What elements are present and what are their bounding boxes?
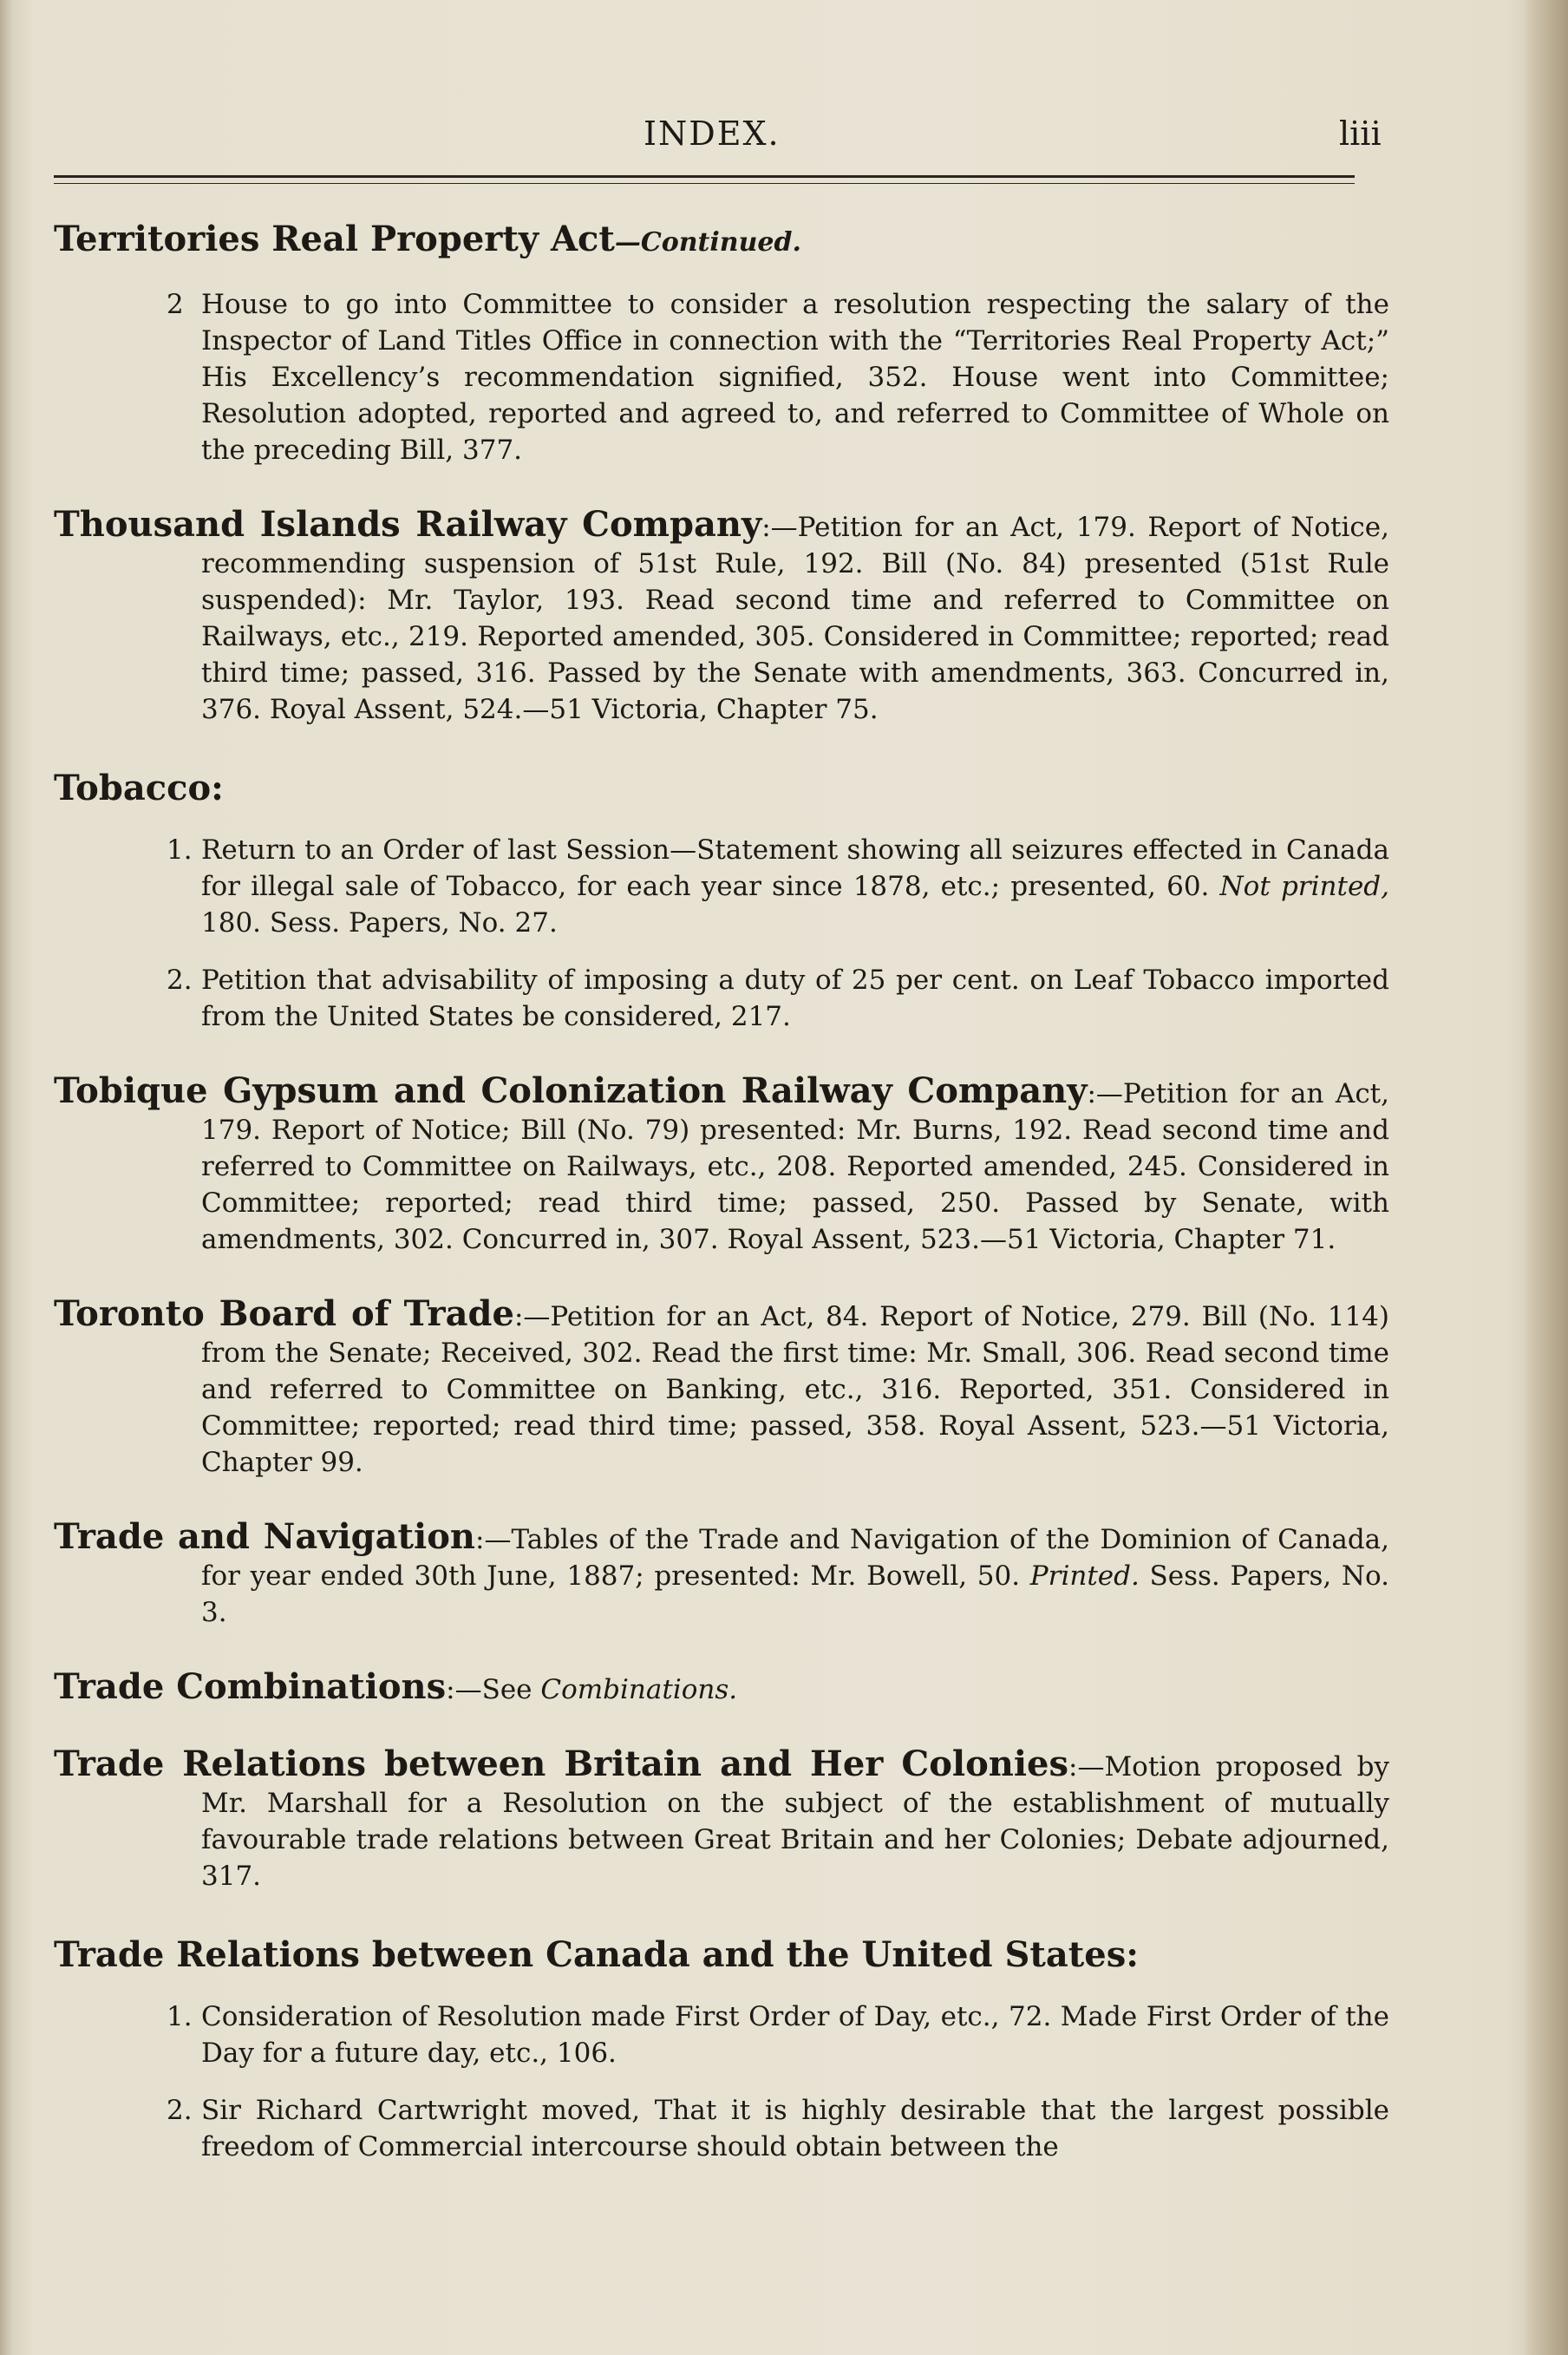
index-entry bbox=[54, 217, 1389, 468]
item-text-tail: 180. Sess. Papers, No. 27. bbox=[201, 907, 558, 939]
entry-heading: Trade Relations between Britain and Her Colonies bbox=[54, 1743, 1068, 1784]
index-entry bbox=[54, 1743, 1389, 1894]
entry-text: :—Tables of the Trade and Navigation of the Dominion of Canada, for year ended 30th June, 1887; presented: Mr. Bowell, 50. bbox=[201, 1524, 1390, 1592]
sub-item bbox=[54, 286, 1389, 468]
item-text: Return to an Order of last Session—Statement showing all seizures effected in Canada for illegal sale of Tobacco, for each year since 1878, etc.; presented, 60. bbox=[201, 834, 1389, 902]
header-rule bbox=[54, 175, 1355, 184]
item-emphasis: Not printed, bbox=[1219, 871, 1389, 902]
entry-heading: Tobacco: bbox=[54, 768, 224, 808]
entry-text: :—Petition for an Act, 179. Report of Notice; Bill (No. 79) presented: Mr. Burns, 192. Read second time and referred to Committee on Railways, etc., 208. Reported amended, 245. Considered in Committee; reported; read third time; passed, 250. Passed by Senate, with amendments, 302. Concurred in, 307. Royal Assent, 523.—51 Victoria, Chapter 71. bbox=[201, 1078, 1389, 1255]
sub-item bbox=[54, 2092, 1389, 2165]
entry-text: :—See bbox=[446, 1674, 541, 1705]
item-number: 1. bbox=[167, 834, 193, 866]
item-text: Consideration of Resolution made First Order of Day, etc., 72. Made First Order of the Day for a future day, etc., 106. bbox=[201, 2001, 1389, 2069]
heading-suffix: : bbox=[211, 768, 224, 808]
content bbox=[54, 104, 1389, 2165]
sub-item bbox=[54, 832, 1389, 941]
entry-heading: Thousand Islands Railway Company bbox=[54, 504, 762, 545]
page-number: liii bbox=[1339, 114, 1382, 153]
item-number: 1. bbox=[167, 2001, 193, 2032]
item-number: 2. bbox=[167, 2095, 193, 2126]
entry-text: :—Petition for an Act, 179. Report of Notice, recommending suspension of 51st Rule, 192. Bill (No. 84) presented (51st Rule suspended): Mr. Taylor, 193. Read second time and referred to Committee on Railways, etc., 219. Reported amended, 305. Considered in Committee; reported; read third time; passed, 316. Passed by the Senate with amendments, 363. Concurred in, 376. Royal Assent, 524.—51 Victoria, Chapter 75. bbox=[201, 512, 1389, 725]
index-entry bbox=[54, 504, 1389, 728]
index-entry bbox=[54, 766, 1389, 1035]
cross-reference: Combinations. bbox=[540, 1674, 738, 1705]
entry-heading: Trade and Navigation bbox=[54, 1516, 475, 1557]
index-entry bbox=[54, 1070, 1389, 1258]
index-entry bbox=[54, 1516, 1390, 1631]
sub-item bbox=[54, 962, 1389, 1035]
entry-heading: Trade Relations between Canada and the United States: bbox=[54, 1934, 1139, 1975]
entry-heading: Territories Real Property Act—Continued. bbox=[54, 219, 801, 259]
index-entry bbox=[54, 1293, 1389, 1481]
item-text: Sir Richard Cartwright moved, That it is highly desirable that the largest possible freedom of Commercial intercourse should obtain between the bbox=[201, 2095, 1389, 2162]
entry-text: :—Petition for an Act, 84. Report of Notice, 279. Bill (No. 114) from the Senate; Received, 302. Read the first time: Mr. Small, 306. Read second time and referred to Committee on Banking, etc., 316. Reported, 351. Considered in Committee; reported; read third time; passed, 358. Royal Assent, 523.—51 Victoria, Chapter 99. bbox=[201, 1301, 1389, 1478]
entry-text-tail: Sess. Papers, No. 3. bbox=[201, 1560, 1389, 1628]
page-edge bbox=[1523, 0, 1568, 2355]
header-title: INDEX. bbox=[644, 114, 781, 153]
heading-continued: —Continued. bbox=[614, 227, 801, 258]
entry-heading: Tobique Gypsum and Colonization Railway Company bbox=[54, 1070, 1088, 1111]
heading-suffix: : bbox=[1126, 1934, 1139, 1975]
running-header bbox=[54, 104, 1389, 173]
entry-heading: Trade Combinations bbox=[54, 1666, 447, 1707]
index-entry bbox=[54, 1933, 1389, 2165]
sub-item bbox=[54, 1998, 1389, 2071]
entry-text: :—Motion proposed by Mr. Marshall for a Resolution on the subject of the establishment of mutually favourable trade relations between Great Britain and her Colonies; Debate adjourned, 317. bbox=[201, 1751, 1389, 1892]
item-text: Petition that advisability of imposing a duty of 25 per cent. on Leaf Tobacco imported from the United States be considered, 217. bbox=[201, 965, 1389, 1032]
entry-emphasis: Printed. bbox=[1029, 1560, 1140, 1592]
item-number: 2. bbox=[167, 965, 193, 996]
index-entry bbox=[54, 1666, 1389, 1708]
item-text: House to go into Committee to consider a resolution respecting the salary of the Inspector of Land Titles Office in connection with the “Territories Real Property Act;” His Excellency’s recommendation signified, 352. House went into Committee; Resolution adopted, reported and agreed to, and referred to Committee of Whole on the preceding Bill, 377. bbox=[201, 289, 1389, 466]
item-number: 2 bbox=[167, 289, 184, 320]
entry-heading: Toronto Board of Trade bbox=[54, 1293, 514, 1334]
